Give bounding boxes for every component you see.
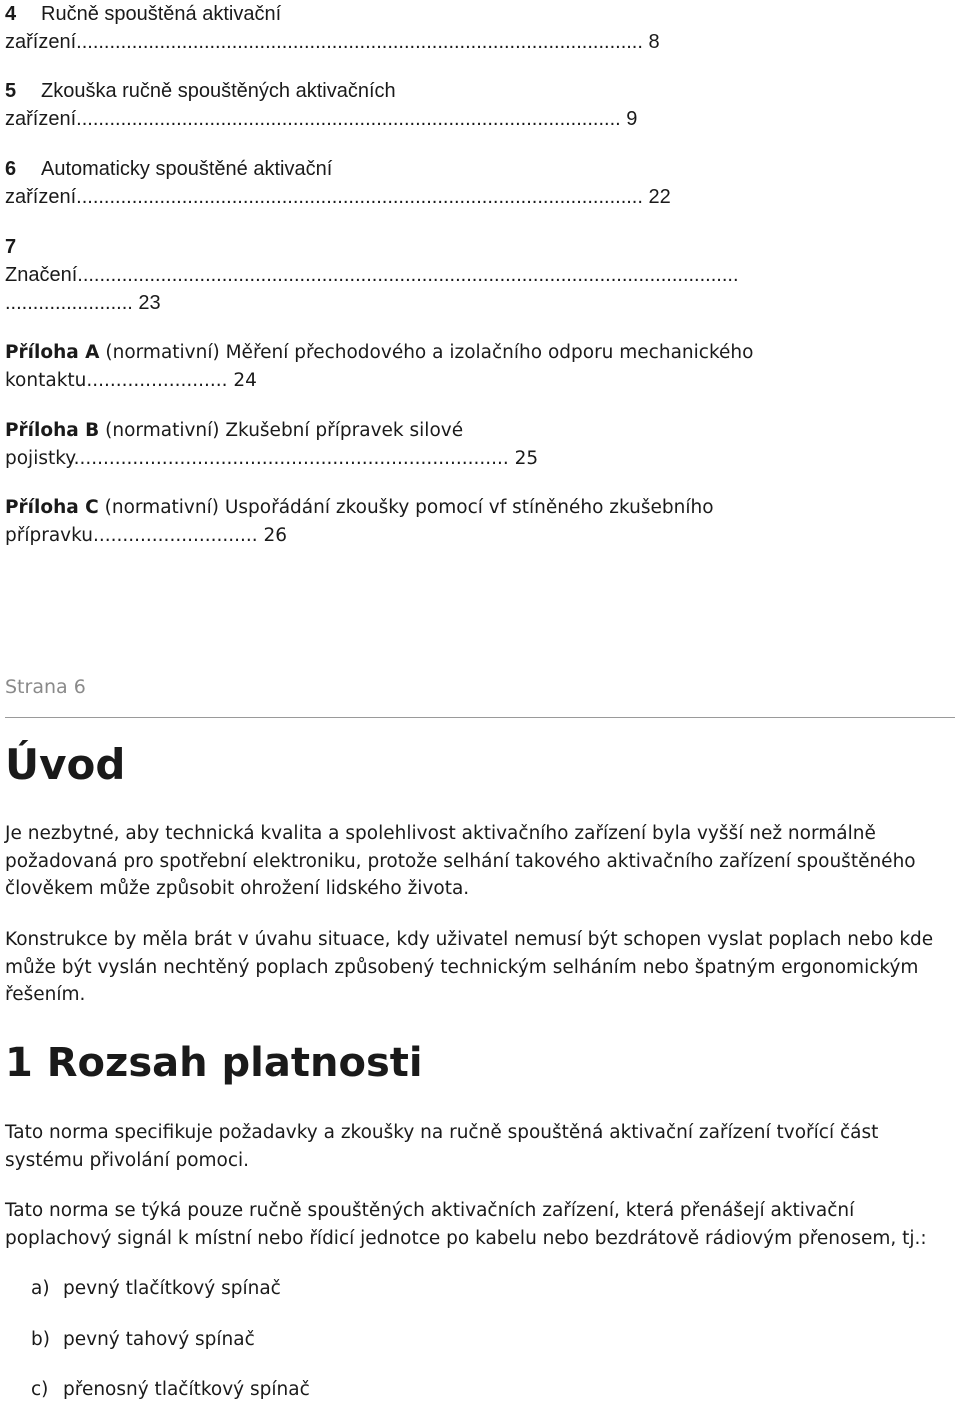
toc-entry-6[interactable] [5, 155, 960, 211]
annex-label: Příloha B [5, 420, 100, 441]
toc-number: 4 [5, 3, 17, 25]
toc-annex-a[interactable] [5, 339, 960, 395]
horizontal-divider [5, 717, 955, 718]
annex-title: (normativní) Měření přechodového a izolačního odporu mechanického [105, 342, 754, 363]
intro-paragraph-2: Konstrukce by měla brát v úvahu situace, kdy uživatel nemusí být schopen vyslat poplach nebo kde může být vyslán nechtěný poplach způsobený technickým selháním nebo špatným ergonomickým řešením. [5, 929, 934, 1005]
toc-title: Ručně spouštěná aktivační [41, 3, 282, 25]
list-item-text: pevný tahový spínač [63, 1329, 255, 1350]
annex-label: Příloha C [5, 497, 99, 518]
toc-continuation: zařízení...................................................................................................... 22 [5, 186, 671, 208]
list-item [31, 1376, 310, 1404]
intro-heading: Úvod [5, 740, 126, 789]
toc-continuation-2: ....................... 23 [5, 292, 161, 314]
toc-annex-c[interactable] [5, 494, 960, 550]
annex-title: (normativní) Uspořádání zkoušky pomocí vf stíněného zkušebního [104, 497, 714, 518]
list-item [31, 1326, 255, 1354]
toc-entry-4[interactable] [5, 0, 960, 56]
list-marker: b) [31, 1329, 50, 1350]
section-paragraph-1: Tato norma specifikuje požadavky a zkoušky na ručně spouštěná aktivační zařízení tvořící část systému přivolání pomoci. [5, 1122, 879, 1171]
toc-entry-5[interactable] [5, 77, 960, 133]
toc-continuation: Značení....................................................................................................................... [5, 264, 739, 286]
annex-label: Příloha A [5, 342, 100, 363]
page-number-label: Strana 6 [5, 676, 86, 698]
list-item-text: přenosný tlačítkový spínač [63, 1379, 310, 1400]
toc-annex-b[interactable] [5, 417, 960, 473]
annex-title: (normativní) Zkušební přípravek silové [105, 420, 464, 441]
annex-continuation: pojistky.......................................................................... 25 [5, 448, 539, 469]
annex-continuation: přípravku............................ 26 [5, 525, 288, 546]
annex-continuation: kontaktu........................ 24 [5, 370, 257, 391]
list-item [31, 1275, 281, 1303]
toc-continuation: zařízení.................................................................................................. 9 [5, 108, 638, 130]
section-heading: 1 Rozsah platnosti [5, 1040, 423, 1086]
toc-entry-7[interactable] [5, 233, 960, 317]
toc-number: 7 [5, 236, 17, 258]
toc-title: Zkouška ručně spouštěných aktivačních [41, 80, 396, 102]
section-paragraph-2: Tato norma se týká pouze ručně spouštěných aktivačních zařízení, která přenášejí aktivační poplachový signál k místní nebo řídicí jednotce po kabelu nebo bezdrátově rádiovým přenosem, tj.: [5, 1200, 927, 1249]
toc-number: 6 [5, 158, 17, 180]
list-marker: c) [31, 1379, 49, 1400]
toc-number: 5 [5, 80, 17, 102]
toc-title: Automaticky spouštěné aktivační [41, 158, 333, 180]
intro-paragraph-1: Je nezbytné, aby technická kvalita a spolehlivost aktivačního zařízení byla vyšší než normálně požadovaná pro spotřební elektroniku, protože selhání takového aktivačního zařízení spouštěného člověkem může způsobit ohrožení lidského života. [5, 823, 916, 899]
list-item-text: pevný tlačítkový spínač [63, 1278, 281, 1299]
toc-continuation: zařízení...................................................................................................... 8 [5, 31, 660, 53]
list-marker: a) [31, 1278, 50, 1299]
